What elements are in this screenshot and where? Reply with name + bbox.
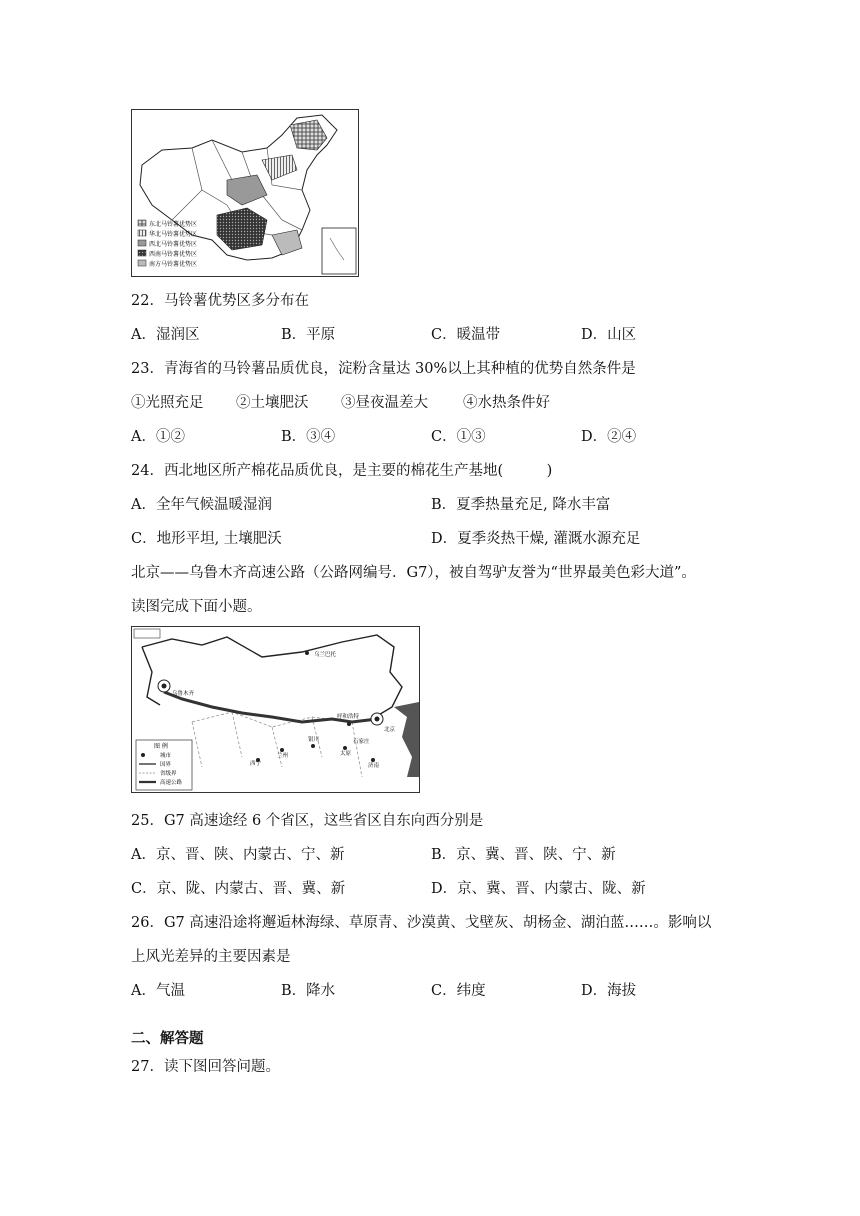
q23-option-c[interactable]: C．①③ (431, 429, 486, 445)
q24-option-d[interactable]: D．夏季炎热干燥, 灌溉水源充足 (431, 531, 641, 547)
q26-option-a[interactable]: A．气温 (131, 983, 185, 999)
q27-stem: 27．读下图回答问题。 (131, 1059, 280, 1075)
q26-option-b[interactable]: B．降水 (281, 983, 336, 999)
q22-option-c[interactable]: C．暖温带 (431, 327, 501, 343)
q24-stem: 24．西北地区所产棉花品质优良，是主要的棉花生产基地( ) (131, 463, 553, 479)
city-label-beijing: 北京 (384, 727, 396, 733)
city-label-shijiazhuang: 石家庄 (353, 739, 370, 745)
city-label-jinan: 济南 (368, 763, 380, 769)
q23-stem: 23．青海省的马铃薯品质优良，淀粉含量达 30%以上其种植的优势自然条件是 (131, 361, 636, 377)
q26-stem-line-1: 26．G7 高速沿途将邂逅林海绿、草原青、沙漠黄、戈壁灰、胡杨金、湖泊蓝……。影响以 (131, 915, 712, 931)
q24-option-b[interactable]: B．夏季热量充足, 降水丰富 (431, 497, 611, 513)
city-label-lanzhou: 兰州 (277, 753, 289, 759)
intro-line-1: 北京——乌鲁木齐高速公路（公路网编号．G7），被自驾驴友誉为“世界最美色彩大道”。 (131, 565, 696, 581)
q22-stem: 22．马铃薯优势区多分布在 (131, 293, 309, 309)
legend-city: 城市 (160, 753, 172, 759)
q24-option-a[interactable]: A．全年气候温暖湿润 (131, 497, 272, 513)
legend-northwest: 西北马铃薯优势区 (149, 241, 198, 248)
q25-option-d[interactable]: D．京、冀、晋、内蒙古、陇、新 (431, 881, 646, 897)
q26-option-c[interactable]: C．纬度 (431, 983, 486, 999)
city-label-yinchuan: 银川 (308, 737, 320, 743)
legend-highway: 高速公路 (160, 780, 183, 786)
q25-option-b[interactable]: B．京、冀、晋、陕、宁、新 (431, 847, 616, 863)
city-label-urumqi: 乌鲁木齐 (172, 691, 195, 697)
legend-north: 华北马铃薯优势区 (149, 231, 198, 238)
intro-line-2: 读图完成下面小题。 (131, 599, 262, 615)
q23-condition-4: ④水热条件好 (463, 395, 550, 411)
legend-title: 图 例 (154, 743, 168, 750)
q25-stem: 25．G7 高速途经 6 个省区，这些省区自东向西分别是 (131, 813, 484, 829)
q25-option-c[interactable]: C．京、陇、内蒙古、晋、冀、新 (131, 881, 346, 897)
q23-condition-2: ②土壤肥沃 (236, 395, 309, 411)
city-label-ulaanbaatar: 乌兰巴托 (314, 652, 337, 658)
q26-option-d[interactable]: D．海拔 (581, 983, 637, 999)
city-label-taiyuan: 太原 (340, 751, 352, 757)
q26-stem-line-2: 上风光差异的主要因素是 (131, 949, 291, 965)
q23-option-b[interactable]: B．③④ (281, 429, 336, 445)
g7-highway-map (131, 626, 420, 793)
q23-option-d[interactable]: D．②④ (581, 429, 637, 445)
q23-option-a[interactable]: A．①② (131, 429, 185, 445)
city-label-xining: 西宁 (250, 761, 262, 767)
section-title: 二、解答题 (131, 1030, 204, 1047)
potato-region-map (131, 109, 359, 277)
city-label-hohhot: 呼和浩特 (337, 714, 360, 720)
legend-province: 省级界 (160, 771, 177, 777)
legend-border: 国界 (160, 762, 172, 768)
q23-condition-1: ①光照充足 (131, 395, 204, 411)
legend-south: 南方马铃薯优势区 (149, 261, 198, 268)
legend-northeast: 东北马铃薯优势区 (149, 221, 198, 228)
q22-option-d[interactable]: D．山区 (581, 327, 637, 343)
g7-map-graphic (132, 627, 419, 792)
q23-condition-3: ③昼夜温差大 (341, 395, 428, 411)
q22-option-b[interactable]: B．平原 (281, 327, 336, 343)
q24-option-c[interactable]: C．地形平坦, 土壤肥沃 (131, 531, 282, 547)
q22-option-a[interactable]: A．湿润区 (131, 327, 200, 343)
q25-option-a[interactable]: A．京、晋、陕、内蒙古、宁、新 (131, 847, 345, 863)
china-map-graphic (132, 110, 358, 276)
legend-southwest: 西南马铃薯优势区 (149, 251, 198, 258)
